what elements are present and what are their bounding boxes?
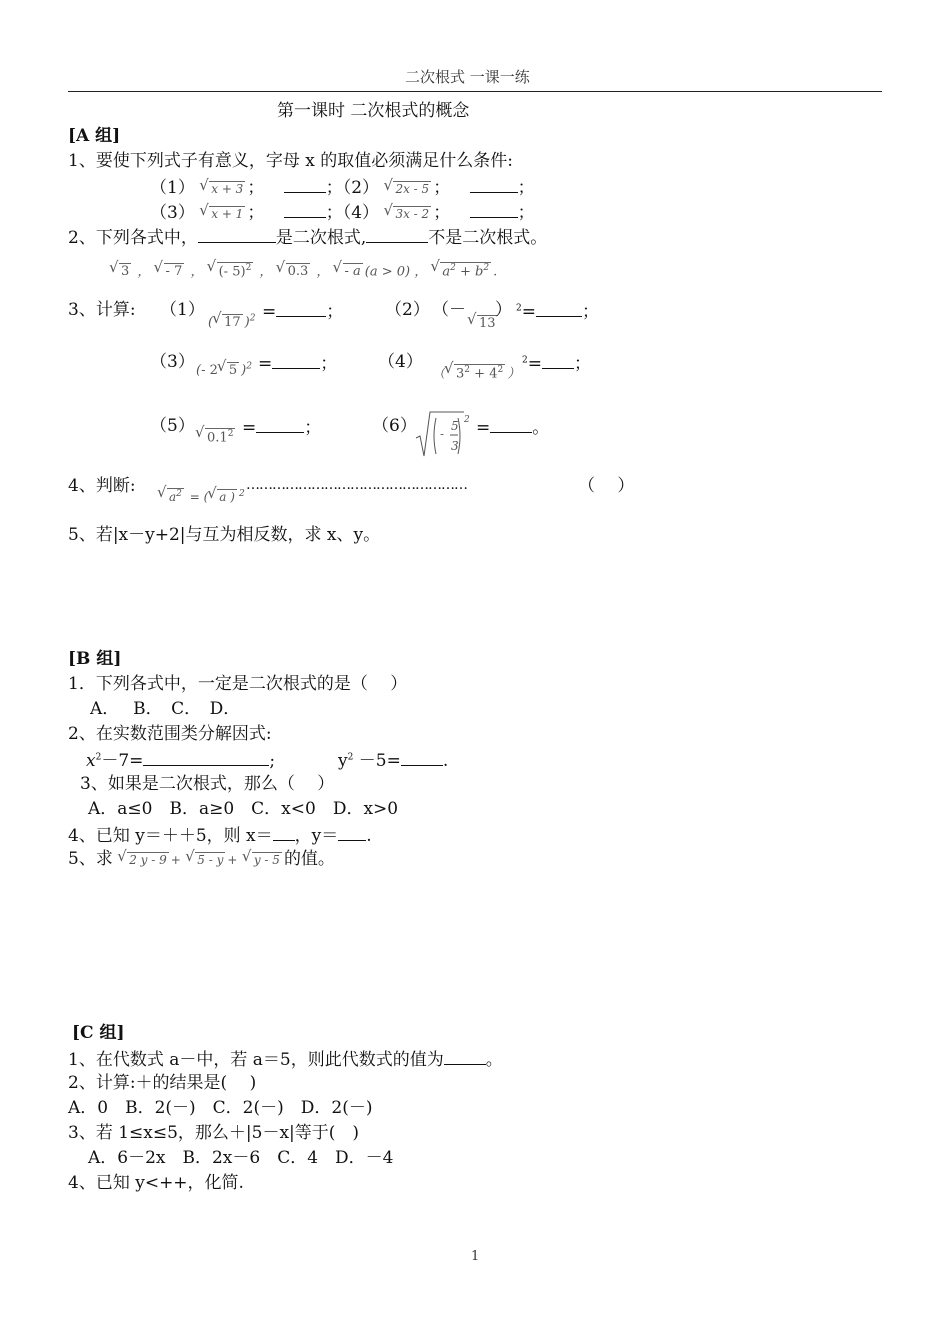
a-q3-item-1-num: （1） (160, 300, 205, 320)
b-q2-part-b: $y^2 -5=$ . (338, 751, 449, 771)
c-question-2: 2、计算:＋的结果是( ) (68, 1073, 257, 1093)
a-question-2 (68, 228, 547, 247)
a-q1-item-2-expr: √ 2x - 5 (384, 181, 431, 195)
a-q1-item-1-expr: √ x + 3 (200, 181, 245, 195)
group-a-label: [A 组] (68, 126, 121, 146)
b-q4-blank-x (273, 826, 295, 841)
a-q2-text-c: 不是二次根式。 (428, 228, 548, 248)
a-q3-item-2 (385, 302, 430, 319)
a-q1-row-2 (150, 203, 535, 222)
a-question-4: 4、判断: (68, 476, 136, 496)
page-number: 1 (471, 1249, 480, 1264)
c-question-4: 4、已知 y<++，化简. (68, 1173, 244, 1193)
a-q2-expr-5: √ - a (334, 263, 363, 278)
a-q1-item-4-expr: √ 3x - 2 (384, 206, 431, 220)
a-q3-answer-3: = ； (258, 354, 338, 374)
a-q2-expr-1: √ 3 (110, 263, 131, 278)
a-question-1: 1、要使下列式子有意义，字母 x 的取值必须满足什么条件: (68, 151, 513, 171)
a-q1-blank-2-sep: ； (517, 178, 535, 198)
c-q2-options: A．0 B．2(－) C．2(－) D．2(－) (68, 1098, 373, 1118)
group-c-label: [C 组] (72, 1023, 125, 1043)
a-q3-answer-2: $^2$= ； (516, 302, 599, 322)
a-q3-expr-6-den: 3 (451, 439, 459, 453)
b-q2-var-x: x (86, 751, 96, 771)
b-q3-options: A．a≤0 B．a≥0 C．x<0 D．x>0 (88, 799, 399, 819)
a-q3-expr-6 (414, 408, 472, 463)
b-q2-part-a: $x^2-7=$ ; (86, 751, 276, 771)
c-q3-options: A．6－2x B．2x－6 C．4 D．－4 (88, 1148, 394, 1168)
c-question-1: 1、在代数式 a－中，若 a＝5，则此代数式的值为 。 (68, 1050, 503, 1070)
a-q4-answer-paren: （ ） (578, 476, 635, 496)
lesson-title: 第一课时 二次根式的概念 (277, 101, 470, 121)
a-q3-item-1 (160, 302, 205, 319)
a-q3-expr-2-paren-left: （－ (432, 300, 466, 320)
a-q1-item-3-num: （3） (150, 203, 195, 223)
a-q2-expr-2: √ - 7 (155, 263, 185, 278)
a-q1-blank-3-sep: ； (325, 203, 343, 223)
group-b-label: [B 组] (68, 649, 122, 669)
document-header-title: 二次根式 一课一练 (405, 68, 530, 86)
b-q1-options: A． B． C． D． (90, 699, 241, 719)
a-q2-blank-1 (198, 228, 276, 243)
a-q3-blank-6 (490, 418, 532, 433)
a-q1-item-4-sep: ； (433, 203, 451, 223)
c-q1-blank (444, 1050, 486, 1065)
a-q3-answer-1: = ； (262, 302, 344, 322)
a-q1-blank-3 (284, 203, 326, 218)
a-q3-answer-6: = 。 (476, 418, 550, 438)
b-q5-expr-3: √ y - 5 (243, 852, 282, 866)
a-q2-expr-3: √ (- 5)$^2$ (208, 262, 254, 278)
a-q2-expr-6: √ $a^2 + b^2$ (431, 262, 491, 278)
a-q3-expr-5: √ $0.1^2$ (196, 428, 237, 444)
b-q2-blank-2 (401, 751, 443, 766)
a-q3-blank-3 (272, 354, 320, 369)
a-q3-item-2-num: （2） (385, 300, 430, 320)
a-q3-expr-2: √ 13 (468, 315, 500, 330)
a-q1-blank-4-sep: ； (517, 203, 535, 223)
a-q3-blank-5 (256, 418, 304, 433)
a-q1-row-1 (150, 178, 535, 197)
b-q4-blank-y (338, 826, 366, 841)
a-q3-answer-5: = ； (242, 418, 322, 438)
a-q3-expr-6-graphic (414, 408, 472, 460)
b-question-1: 1．下列各式中，一定是二次根式的是（ ） (68, 674, 408, 694)
b-q5-expr-1: √ 2 y - 9 (118, 852, 169, 866)
a-q1-item-1-num: （1） (150, 178, 195, 198)
a-q3-blank-4 (542, 354, 574, 369)
a-q3-blank-1 (276, 302, 326, 317)
a-q3-blank-2 (536, 302, 582, 317)
c-question-3: 3、若 1≤x≤5，那么＋|5－x|等于( ) (68, 1123, 360, 1143)
a-q4-expression: √ $a^2$ = (√ a ) $^2$ (158, 488, 245, 503)
a-q1-blank-4 (470, 203, 518, 218)
a-q1-blank-1-sep: ； (325, 178, 343, 198)
a-q3-expr-4: （√ $3^2 + 4^2$ ） (432, 354, 520, 380)
b-q2-var-y: y (338, 751, 348, 771)
a-q3-item-5: （5） (150, 416, 195, 436)
a-q3-item-4: （4） (378, 352, 423, 372)
a-q2-expr-5-cond: (a > 0) (364, 264, 411, 280)
a-q1-item-1-sep: ； (247, 178, 265, 198)
a-question-3-label: 3、计算: (68, 300, 136, 320)
a-q3-expr-1: (√ 17 )$^2$ (208, 314, 255, 329)
a-q3-expr-6-exp: 2 (464, 415, 470, 425)
b-question-4: 4、已知 y＝＋＋5，则 x＝ ，y＝ . (68, 826, 372, 846)
a-q1-blank-2 (470, 178, 518, 193)
a-q1-item-3-sep: ； (247, 203, 265, 223)
a-q3-expr-6-sign: - (440, 427, 445, 441)
a-q3-expr-2-paren-right: ） (495, 300, 512, 320)
a-q3-answer-4: $^2$= ； (522, 354, 591, 374)
a-question-5: 5、若|x－y+2|与互为相反数，求 x、y。 (68, 525, 381, 545)
a-q4-dots: …………………………………………… (246, 477, 467, 493)
b-question-5: 5、求 √ 2 y - 9 + √ 5 - y + √ y - 5 的值。 (68, 851, 335, 868)
b-q5-expr-2: √ 5 - y (186, 852, 225, 866)
a-q1-item-4-num: （4） (342, 203, 380, 223)
header-rule (68, 91, 882, 92)
a-q1-blank-1 (284, 178, 326, 193)
a-q1-item-2-sep: ； (433, 178, 451, 198)
a-q2-blank-2 (366, 228, 428, 243)
a-q3-expr-3: (- 2√ 5 )$^2$ (196, 362, 252, 377)
b-question-3: 3、如果是二次根式，那么（ ） (80, 774, 335, 794)
a-q3-item-3: （3） (150, 352, 195, 372)
b-q2-blank-1 (143, 751, 269, 766)
a-q2-text-a: 2、下列各式中， (68, 228, 198, 248)
a-q1-item-3-expr: √ x + 1 (200, 206, 245, 220)
a-q3-item-6: （6） (372, 416, 417, 436)
a-q2-expr-4: √ 0.3 (277, 263, 311, 278)
b-question-2: 2、在实数范围类分解因式: (68, 724, 272, 744)
a-q3-expr-6-num: 5 (451, 419, 459, 433)
a-q2-text-b: 是二次根式, (275, 228, 367, 248)
a-q2-expressions: √ 3 ， √ - 7 ， √ (- 5)$^2$ ， √ 0.3 ， √ - a (a > 0) ， √ $a^2 + b^2$ . (110, 262, 497, 278)
a-q1-item-2-num: （2） (342, 178, 380, 198)
